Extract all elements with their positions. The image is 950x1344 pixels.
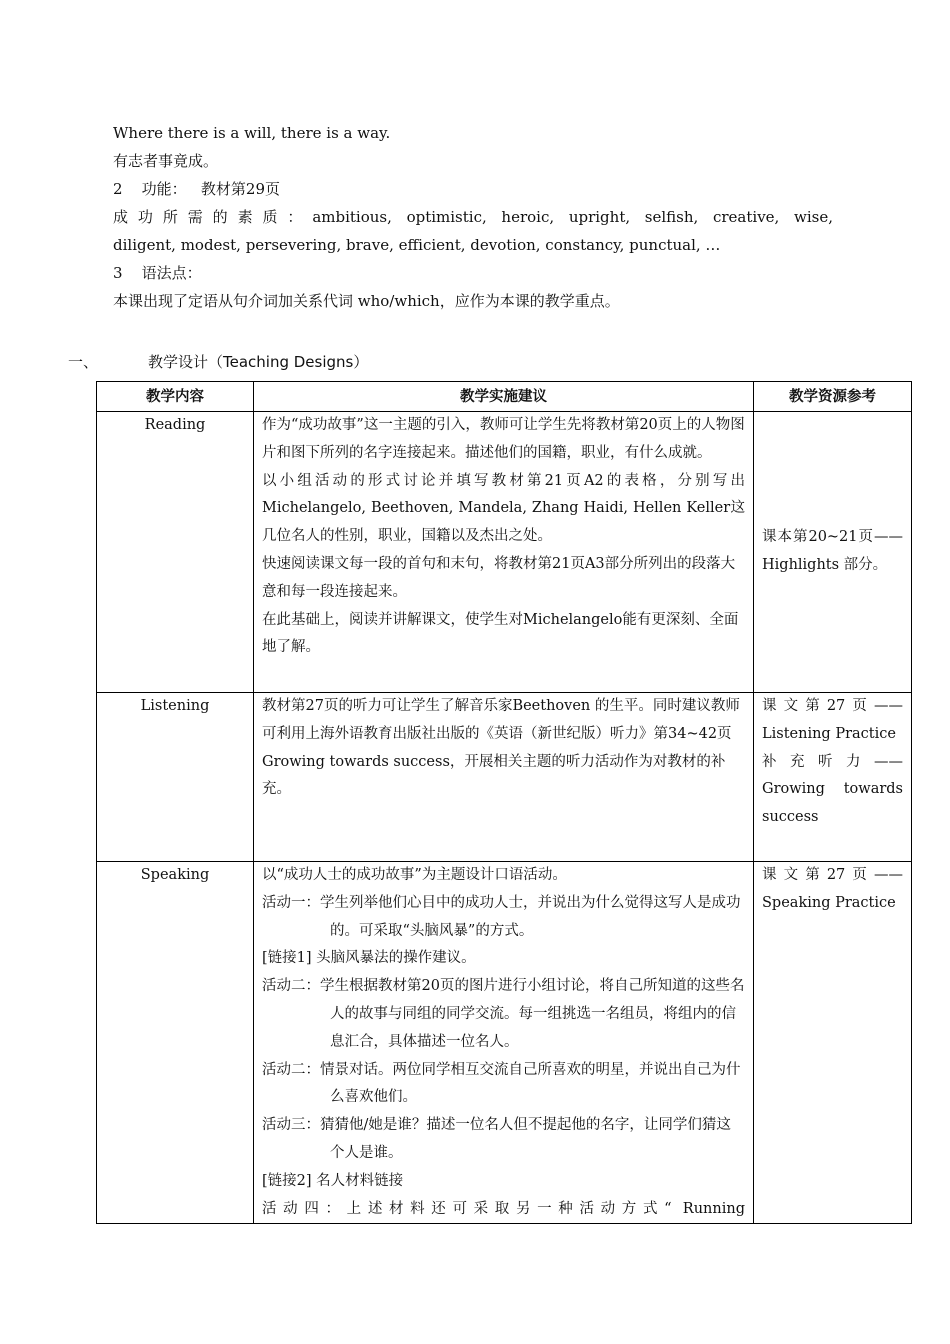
speaking-intro: 以“成功人士的成功故事”为主题设计口语活动。 [262, 867, 567, 883]
function-line: 2 功能： 教材第29页 [113, 180, 281, 198]
speaking-activity-2: 活动二：学生根据教材第20页的图片进行小组讨论，将自己所知道的这些名人的故事与同组的同学交流。每一组挑选一名组员，将组内的信息汇合，具体描述一位名人。 [262, 978, 745, 1050]
grammar-title: 3 语法点： [113, 264, 202, 282]
section-number: 一、 [68, 353, 99, 371]
reading-resource: 课本第20~21页——Highlights 部分。 [754, 412, 912, 693]
listening-paragraph: 教材第27页的听力可让学生了解音乐家Beethoven 的生平。同时建议教师可利用上海外语教育出版社出版的《英语（新世纪版）听力》第34~42页 Growing towards success，开展相关主题的听力活动作为对教材的补充。 [262, 698, 740, 798]
proverb-english: Where there is a will, there is a way. [113, 124, 391, 142]
speaking-link-2: [链接2] 名人材料链接 [262, 1172, 404, 1189]
speaking-activity-3: 活动三：猜猜他/她是谁？描述一位名人但不提起他的名字，让同学们猜这个人是谁。 [262, 1117, 731, 1161]
reading-paragraph-1: 作为“成功故事”这一主题的引入，教师可让学生先将教材第20页上的人物图片和图下所列的名字连接起来。描述他们的国籍，职业，有什么成就。 [262, 417, 745, 461]
header-content: 教学内容 [97, 382, 254, 412]
speaking-activity-1: 活动一：学生列举他们心目中的成功人士，并说出为什么觉得这写人是成功的。可采取“头脑风暴”的方式。 [262, 894, 741, 939]
speaking-resource: 课文第27页——Speaking Practice [754, 862, 912, 1224]
table-row-speaking [97, 862, 912, 1224]
speaking-activity-4: 活动四：上述材料还可采取另一种活动方式“ Running [262, 1200, 745, 1217]
header-resources: 教学资源参考 [754, 382, 912, 412]
speaking-activity-2b: 活动二：情景对话。两位同学相互交流自己所喜欢的明星，并说出自己为什么喜欢他们。 [262, 1061, 741, 1106]
reading-suggestions [254, 412, 754, 693]
table-header-row [97, 382, 912, 412]
reading-paragraph-3: 快速阅读课文每一段的首句和末句，将教材第21页A3部分所列出的段落大意和每一段连接起来。 [262, 555, 736, 600]
reading-paragraph-4: 在此基础上，阅读并讲解课文，使学生对Michelangelo能有更深刻、全面地了解。 [262, 611, 739, 656]
speaking-suggestions [254, 862, 754, 1224]
listening-category: Listening [97, 693, 254, 862]
section-title: 教学设计（Teaching Designs） [148, 353, 369, 371]
reading-paragraph-2: 以小组活动的形式讨论并填写教材第21页A2的表格，分别写出Michelangelo, Beethoven, Mandela, Zhang Haidi, Hellen Keller这几位名人的性别，职业，国籍以及杰出之处。 [262, 472, 745, 545]
table-row-listening [97, 693, 912, 862]
speaking-link-1: [链接1] 头脑风暴法的操作建议。 [262, 950, 476, 967]
header-suggestions: 教学实施建议 [254, 382, 754, 412]
qualities-line-1: 成功所需的素质：ambitious, optimistic, heroic, upright, selfish, creative, wise, [113, 208, 833, 226]
qualities-line-2: diligent, modest, persevering, brave, efficient, devotion, constancy, punctual, … [113, 236, 721, 254]
proverb-chinese: 有志者事竟成。 [113, 152, 219, 170]
grammar-text: 本课出现了定语从句介词加关系代词 who/which，应作为本课的教学重点。 [113, 292, 620, 310]
table-row-reading [97, 412, 912, 693]
speaking-category: Speaking [97, 862, 254, 1224]
listening-resource-2: 补充听力——Growing towards success [762, 753, 903, 826]
reading-category: Reading [97, 412, 254, 693]
listening-suggestions [254, 693, 754, 862]
listening-resources [754, 693, 912, 862]
teaching-design-table [96, 381, 912, 1224]
listening-resource-1: 课文第27页——Listening Practice [762, 698, 903, 742]
